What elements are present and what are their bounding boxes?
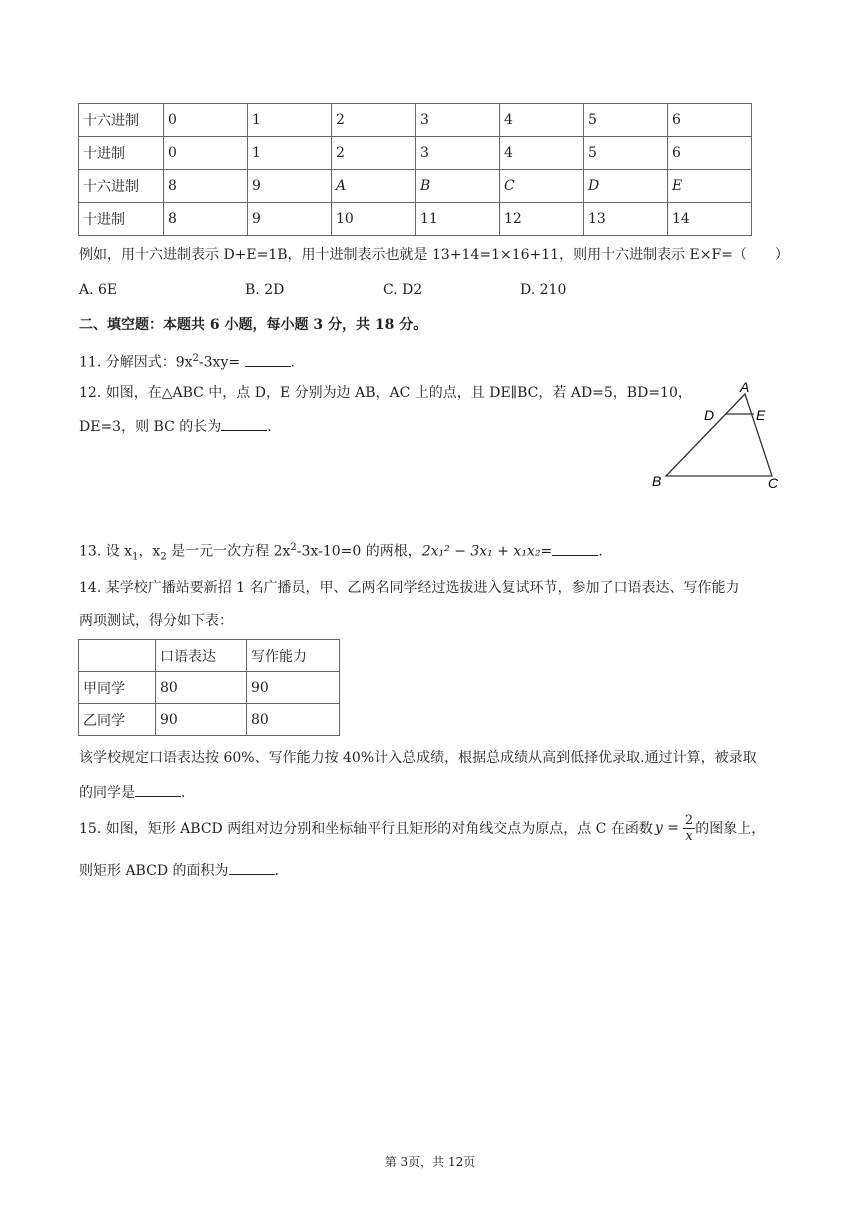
q15-blank — [229, 860, 275, 875]
triangle-figure — [648, 380, 788, 495]
hex-cell: C — [500, 170, 584, 203]
page-footer: 第 3页，共 12页 — [384, 1155, 476, 1169]
hex-row-label: 十进制 — [79, 137, 164, 170]
hex-cell: 11 — [416, 203, 500, 236]
score-cell: 90 — [247, 672, 340, 704]
q14-line1: 14. 某学校广播站要新招 1 名广播员，甲、乙两名同学经过选拔进入复试环节，参加了口语表达、写作能力 — [79, 580, 740, 596]
score-table-header — [79, 640, 340, 672]
q15-line2-prefix: 则矩形 ABCD 的面积为 — [79, 863, 229, 879]
hex-table-row — [79, 104, 752, 137]
hex-cell: 1 — [248, 104, 332, 137]
hex-cell: 3 — [416, 104, 500, 137]
q15-line1-suffix: 的图象上， — [695, 821, 766, 837]
hex-cell: 8 — [164, 203, 248, 236]
q11-prefix: 11. 分解因式：9x — [79, 354, 193, 371]
q13-mid2: 是一元一次方程 2x — [166, 543, 291, 560]
label-b: B — [652, 473, 662, 489]
q13-mid3: -3x-10=0 的两根， — [296, 543, 422, 560]
hex-row-label: 十进制 — [79, 203, 164, 236]
hex-table-row — [79, 203, 752, 236]
q13-expression: 2x₁² − 3x₁ + x₁x₂ — [421, 543, 541, 560]
hex-cell: 8 — [164, 170, 248, 203]
section-heading: 二、填空题：本题共 6 小题，每小题 3 分，共 18 分。 — [79, 317, 428, 333]
hex-cell: 1 — [248, 137, 332, 170]
score-cell: 乙同学 — [79, 704, 156, 736]
hex-cell: 0 — [164, 137, 248, 170]
label-c: C — [768, 475, 779, 491]
score-cell: 80 — [156, 672, 247, 704]
q14-end: . — [181, 785, 186, 801]
score-table-row — [79, 672, 340, 704]
q10-option-b: B. 2D — [245, 282, 285, 298]
label-d: D — [704, 407, 715, 423]
hex-cell: 10 — [332, 203, 416, 236]
hex-cell: D — [584, 170, 668, 203]
score-header-cell — [79, 640, 156, 672]
q13-sup: 2 — [290, 542, 297, 553]
hex-cell: 5 — [584, 104, 668, 137]
q10-option-a: A. 6E — [79, 282, 118, 298]
q13 — [79, 538, 603, 567]
q10-example: 例如，用十六进制表示 D+E=1B，用十进制表示也就是 13+14=1×16+11，则用十六进制表示 E×F=（ ） — [79, 247, 789, 263]
hex-cell: 6 — [668, 137, 752, 170]
hex-cell: 2 — [332, 104, 416, 137]
q12-line2-prefix: DE=3，则 BC 的长为 — [79, 419, 222, 435]
hex-row-label: 十六进制 — [79, 104, 164, 137]
score-table-row — [79, 704, 340, 736]
q11-blank — [245, 352, 291, 367]
score-table — [78, 639, 340, 736]
score-cell: 甲同学 — [79, 672, 156, 704]
q13-sub1: 1 — [132, 551, 139, 563]
q15-func-num: 2 — [684, 812, 694, 828]
hex-cell: A — [332, 170, 416, 203]
q11-suffix: -3xy= — [198, 354, 241, 371]
score-header-cell: 写作能力 — [247, 640, 340, 672]
score-cell: 90 — [156, 704, 247, 736]
q14-line2: 两项测试，得分如下表： — [79, 613, 233, 629]
q15-end: . — [274, 863, 279, 879]
score-header-cell: 口语表达 — [156, 640, 247, 672]
q15-fraction — [683, 813, 695, 844]
hex-cell: 0 — [164, 104, 248, 137]
q10-option-d: D. 210 — [520, 282, 567, 298]
q14-line4-prefix: 的同学是 — [79, 785, 135, 801]
q11 — [79, 349, 295, 373]
q14-line3: 该学校规定口语表达按 60%、写作能力按 40%计入总成绩，根据总成绩从高到低择优录取.通过计算，被录取 — [79, 750, 757, 766]
q10-option-c: C. D2 — [383, 282, 423, 298]
hex-table-row — [79, 137, 752, 170]
hex-table-row — [79, 170, 752, 203]
hex-cell: 3 — [416, 137, 500, 170]
q11-sup: 2 — [192, 353, 199, 364]
q12-end: . — [267, 419, 272, 435]
hex-cell: 12 — [500, 203, 584, 236]
hex-cell: 9 — [248, 170, 332, 203]
q15-func-den: x — [685, 828, 693, 844]
q13-blank — [552, 541, 598, 556]
q15-line2 — [79, 860, 279, 881]
q13-sub2: 2 — [160, 551, 167, 563]
q11-end: . — [290, 354, 295, 371]
hex-cell: 4 — [500, 137, 584, 170]
hex-cell: 14 — [668, 203, 752, 236]
q13-prefix: 13. 设 x — [79, 543, 133, 560]
q12-line2 — [79, 416, 272, 437]
q15-line1 — [79, 808, 765, 848]
hex-row-label: 十六进制 — [79, 170, 164, 203]
hex-cell: 2 — [332, 137, 416, 170]
hex-table — [78, 103, 752, 236]
label-e: E — [756, 407, 766, 423]
hex-cell: 6 — [668, 104, 752, 137]
q14-line4 — [79, 782, 185, 803]
q12-blank — [221, 416, 267, 431]
hex-cell: 13 — [584, 203, 668, 236]
score-cell: 80 — [247, 704, 340, 736]
q15-func-lhs: y = — [654, 820, 679, 836]
hex-cell: 9 — [248, 203, 332, 236]
hex-cell: E — [668, 170, 752, 203]
q14-blank — [135, 782, 181, 797]
q15-line1-prefix: 15. 如图，矩形 ABCD 两组对边分别和坐标轴平行且矩形的对角线交点为原点，点 C 在函数 — [79, 821, 653, 837]
hex-cell: B — [416, 170, 500, 203]
hex-cell: 5 — [584, 137, 668, 170]
label-a: A — [740, 380, 750, 395]
q12-line1: 12. 如图，在△ABC 中，点 D，E 分别为边 AB，AC 上的点，且 DE∥BC，若 AD=5，BD=10， — [79, 385, 692, 401]
q13-mid1: ，x — [138, 543, 161, 560]
q13-eq: = — [540, 543, 553, 560]
hex-cell: 4 — [500, 104, 584, 137]
q13-end: . — [598, 543, 603, 560]
